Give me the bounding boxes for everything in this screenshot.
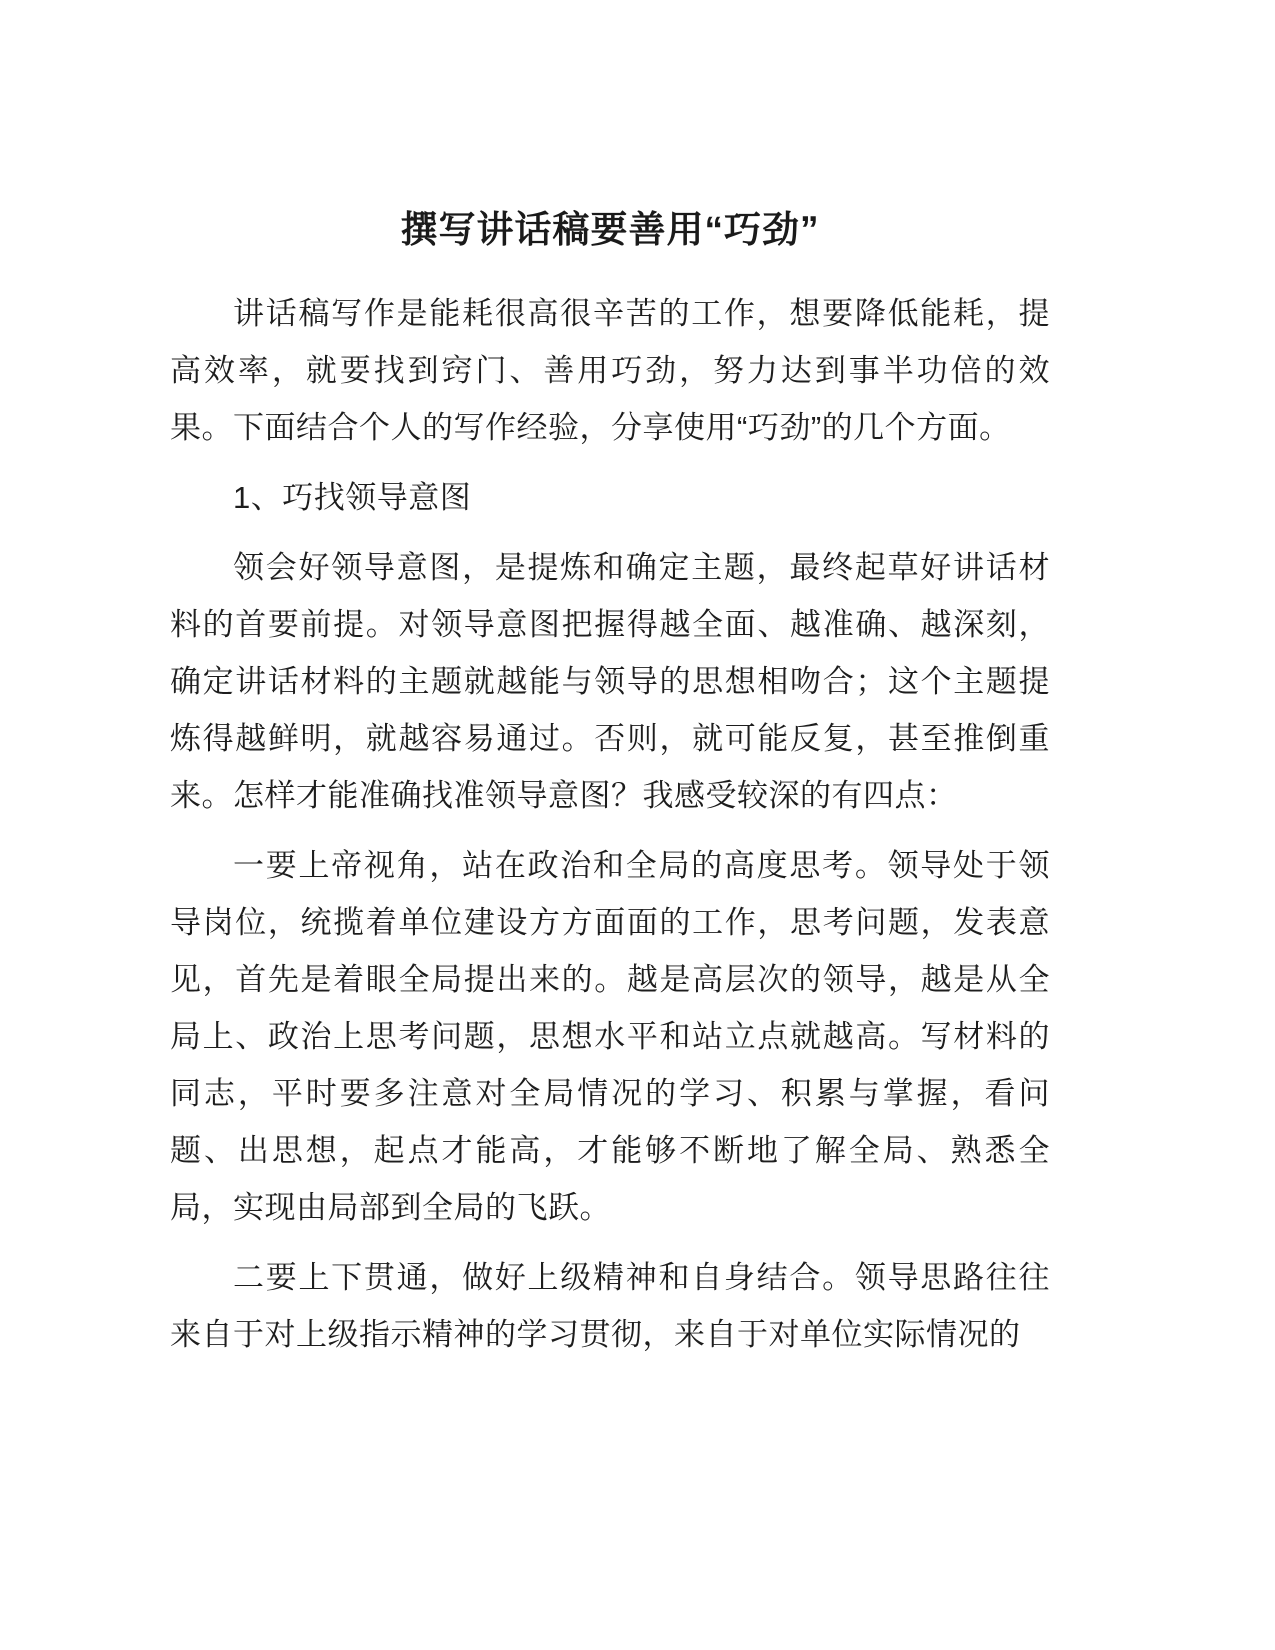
- section-heading-1: 1、巧找领导意图: [233, 480, 472, 515]
- document-title: 撰写讲话稿要善用“巧劲”: [400, 209, 820, 250]
- paragraph: 二要上下贯通，做好上级精神和自身结合。领导思路往往来自于对上级指示精神的学习贯彻，来自于对单位实际情况的: [170, 1260, 1050, 1352]
- paragraph: 一要上帝视角，站在政治和全局的高度思考。领导处于领导岗位，统揽着单位建设方方面面的工作，思考问题，发表意见，首先是着眼全局提出来的。越是高层次的领导，越是从全局上、政治上思考问题，思想水平和站立点就越高。写材料的同志，平时要多注意对全局情况的学习、积累与掌握，看问题、出思想，起点才能高，才能够不断地了解全局、熟悉全局，实现由局部到全局的飞跃。: [170, 848, 1050, 1225]
- intro-paragraph: 讲话稿写作是能耗很高很辛苦的工作，想要降低能耗，提高效率，就要找到窍门、善用巧劲，努力达到事半功倍的效果。下面结合个人的写作经验，分享使用“巧劲”的几个方面。: [170, 296, 1050, 445]
- paragraph: 领会好领导意图，是提炼和确定主题，最终起草好讲话材料的首要前提。对领导意图把握得越全面、越准确、越深刻，确定讲话材料的主题就越能与领导的思想相吻合；这个主题提炼得越鲜明，就越容易通过。否则，就可能反复，甚至推倒重来。怎样才能准确找准领导意图？我感受较深的有四点：: [170, 550, 1050, 813]
